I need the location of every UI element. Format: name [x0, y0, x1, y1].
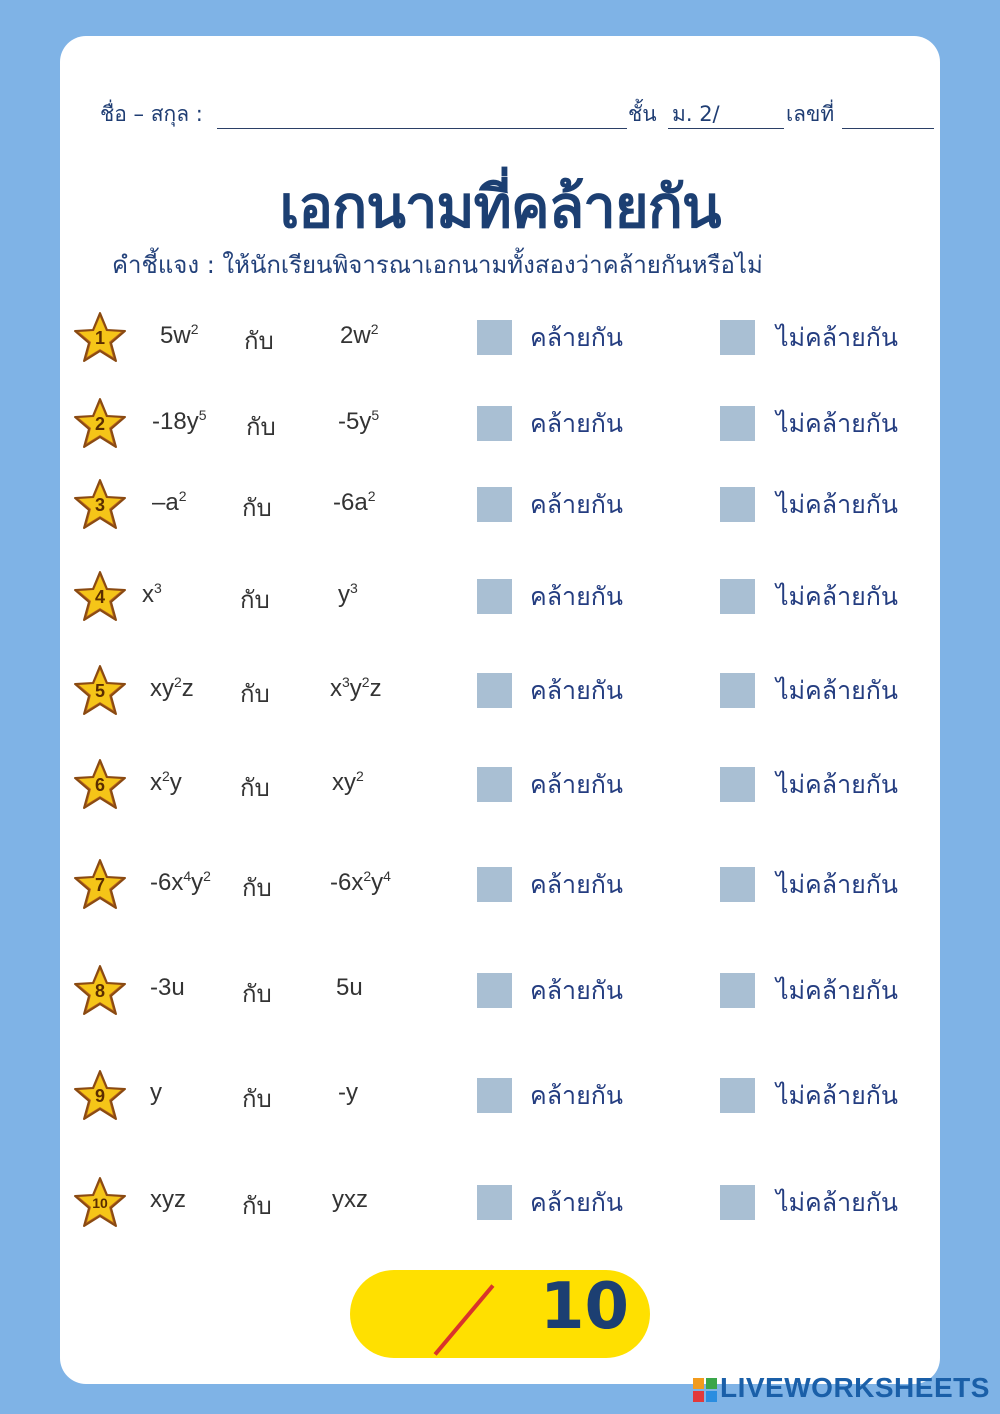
not-similar-checkbox[interactable]	[720, 579, 755, 614]
monomial-right: yxz	[332, 1186, 368, 1213]
star-number-icon	[72, 310, 128, 366]
similar-checkbox[interactable]	[477, 487, 512, 522]
monomial-left: -3u	[150, 974, 185, 1001]
similar-label: คล้ายกัน	[530, 409, 623, 438]
not-similar-checkbox[interactable]	[720, 320, 755, 355]
question-row	[0, 661, 1000, 721]
monomial-left: $x^3$	[142, 580, 162, 608]
monomial-left: $-18y^5$	[152, 407, 207, 435]
name-field[interactable]	[217, 128, 627, 129]
connector-label: กับ	[240, 680, 270, 708]
monomial-right: 5u	[336, 974, 363, 1001]
number-label: เลขที่	[786, 102, 835, 126]
not-similar-label: ไม่คล้ายกัน	[776, 1188, 899, 1217]
class-field[interactable]	[668, 128, 784, 129]
question-row	[0, 1066, 1000, 1126]
question-row	[0, 394, 1000, 454]
monomial-left: y	[150, 1079, 162, 1106]
question-number: 1	[94, 328, 106, 348]
connector-label: กับ	[242, 1192, 272, 1220]
instruction: คำชี้แจง : ให้นักเรียนพิจารณาเอกนามทั้งสองว่าคล้ายกันหรือไม่	[112, 251, 763, 279]
not-similar-label: ไม่คล้ายกัน	[776, 1081, 899, 1110]
star-number-icon	[72, 1175, 128, 1231]
question-number: 2	[94, 414, 106, 434]
monomial-right: $x^3y^2z$	[330, 674, 382, 702]
not-similar-checkbox[interactable]	[720, 487, 755, 522]
not-similar-label: ไม่คล้ายกัน	[776, 582, 899, 611]
star-number-icon	[72, 857, 128, 913]
similar-label: คล้ายกัน	[530, 676, 623, 705]
star-number-icon	[72, 569, 128, 625]
name-label: ชื่อ – สกุล :	[100, 102, 203, 126]
monomial-left: xyz	[150, 1186, 186, 1213]
not-similar-label: ไม่คล้ายกัน	[776, 870, 899, 899]
connector-label: กับ	[242, 1085, 272, 1113]
question-row	[0, 1173, 1000, 1233]
not-similar-checkbox[interactable]	[720, 406, 755, 441]
connector-label: กับ	[240, 774, 270, 802]
star-number-icon	[72, 757, 128, 813]
question-row	[0, 567, 1000, 627]
not-similar-checkbox[interactable]	[720, 673, 755, 708]
similar-checkbox[interactable]	[477, 1185, 512, 1220]
star-number-icon	[72, 963, 128, 1019]
similar-checkbox[interactable]	[477, 1078, 512, 1113]
not-similar-checkbox[interactable]	[720, 1185, 755, 1220]
connector-label: กับ	[242, 874, 272, 902]
question-row	[0, 475, 1000, 535]
similar-label: คล้ายกัน	[530, 976, 623, 1005]
connector-label: กับ	[240, 586, 270, 614]
question-number: 4	[94, 587, 106, 607]
connector-label: กับ	[244, 327, 274, 355]
monomial-right: $-5y^5$	[338, 407, 380, 435]
question-row	[0, 855, 1000, 915]
not-similar-checkbox[interactable]	[720, 973, 755, 1008]
question-number: 9	[94, 1086, 106, 1106]
liveworksheets-logo-icon	[693, 1378, 717, 1402]
score-total: 10	[540, 1270, 630, 1344]
monomial-right: $xy^2$	[332, 768, 364, 796]
number-field[interactable]	[842, 128, 934, 129]
question-number: 7	[94, 875, 106, 895]
class-label: ชั้น	[628, 102, 657, 126]
monomial-left: $-6x^4y^2$	[150, 868, 211, 896]
connector-label: กับ	[242, 494, 272, 522]
brand-logo: LIVEWORKSHEETS	[720, 1372, 990, 1403]
monomial-right: $-6x^2y^4$	[330, 868, 391, 896]
not-similar-checkbox[interactable]	[720, 1078, 755, 1113]
not-similar-label: ไม่คล้ายกัน	[776, 676, 899, 705]
star-number-icon	[72, 396, 128, 452]
question-number: 5	[94, 681, 106, 701]
similar-checkbox[interactable]	[477, 579, 512, 614]
not-similar-label: ไม่คล้ายกัน	[776, 490, 899, 519]
question-row	[0, 961, 1000, 1021]
star-number-icon	[72, 477, 128, 533]
monomial-right: $-6a^2$	[333, 488, 376, 516]
question-row	[0, 755, 1000, 815]
monomial-left: $x^2y$	[150, 768, 182, 796]
class-value: ม. 2/	[672, 102, 720, 126]
connector-label: กับ	[242, 980, 272, 1008]
star-number-icon	[72, 1068, 128, 1124]
similar-checkbox[interactable]	[477, 767, 512, 802]
similar-label: คล้ายกัน	[530, 323, 623, 352]
similar-label: คล้ายกัน	[530, 1188, 623, 1217]
similar-label: คล้ายกัน	[530, 1081, 623, 1110]
monomial-right: $2w^2$	[340, 321, 379, 349]
not-similar-checkbox[interactable]	[720, 867, 755, 902]
question-number: 6	[94, 775, 106, 795]
star-number-icon	[72, 663, 128, 719]
similar-checkbox[interactable]	[477, 973, 512, 1008]
not-similar-checkbox[interactable]	[720, 767, 755, 802]
similar-label: คล้ายกัน	[530, 870, 623, 899]
not-similar-label: ไม่คล้ายกัน	[776, 409, 899, 438]
page-title: เอกนามที่คล้ายกัน	[279, 173, 721, 241]
similar-checkbox[interactable]	[477, 406, 512, 441]
connector-label: กับ	[246, 413, 276, 441]
question-row	[0, 308, 1000, 368]
question-number: 10	[92, 1195, 108, 1211]
monomial-right: -y	[338, 1079, 358, 1106]
similar-label: คล้ายกัน	[530, 582, 623, 611]
not-similar-label: ไม่คล้ายกัน	[776, 770, 899, 799]
not-similar-label: ไม่คล้ายกัน	[776, 976, 899, 1005]
monomial-left: $xy^2z$	[150, 674, 194, 702]
monomial-right: $y^3$	[338, 580, 358, 608]
similar-checkbox[interactable]	[477, 867, 512, 902]
not-similar-label: ไม่คล้ายกัน	[776, 323, 899, 352]
question-number: 8	[94, 981, 106, 1001]
similar-checkbox[interactable]	[477, 320, 512, 355]
similar-checkbox[interactable]	[477, 673, 512, 708]
monomial-left: $-a^2$	[152, 488, 187, 516]
monomial-left: $5w^2$	[160, 321, 199, 349]
similar-label: คล้ายกัน	[530, 490, 623, 519]
question-number: 3	[94, 495, 106, 515]
similar-label: คล้ายกัน	[530, 770, 623, 799]
